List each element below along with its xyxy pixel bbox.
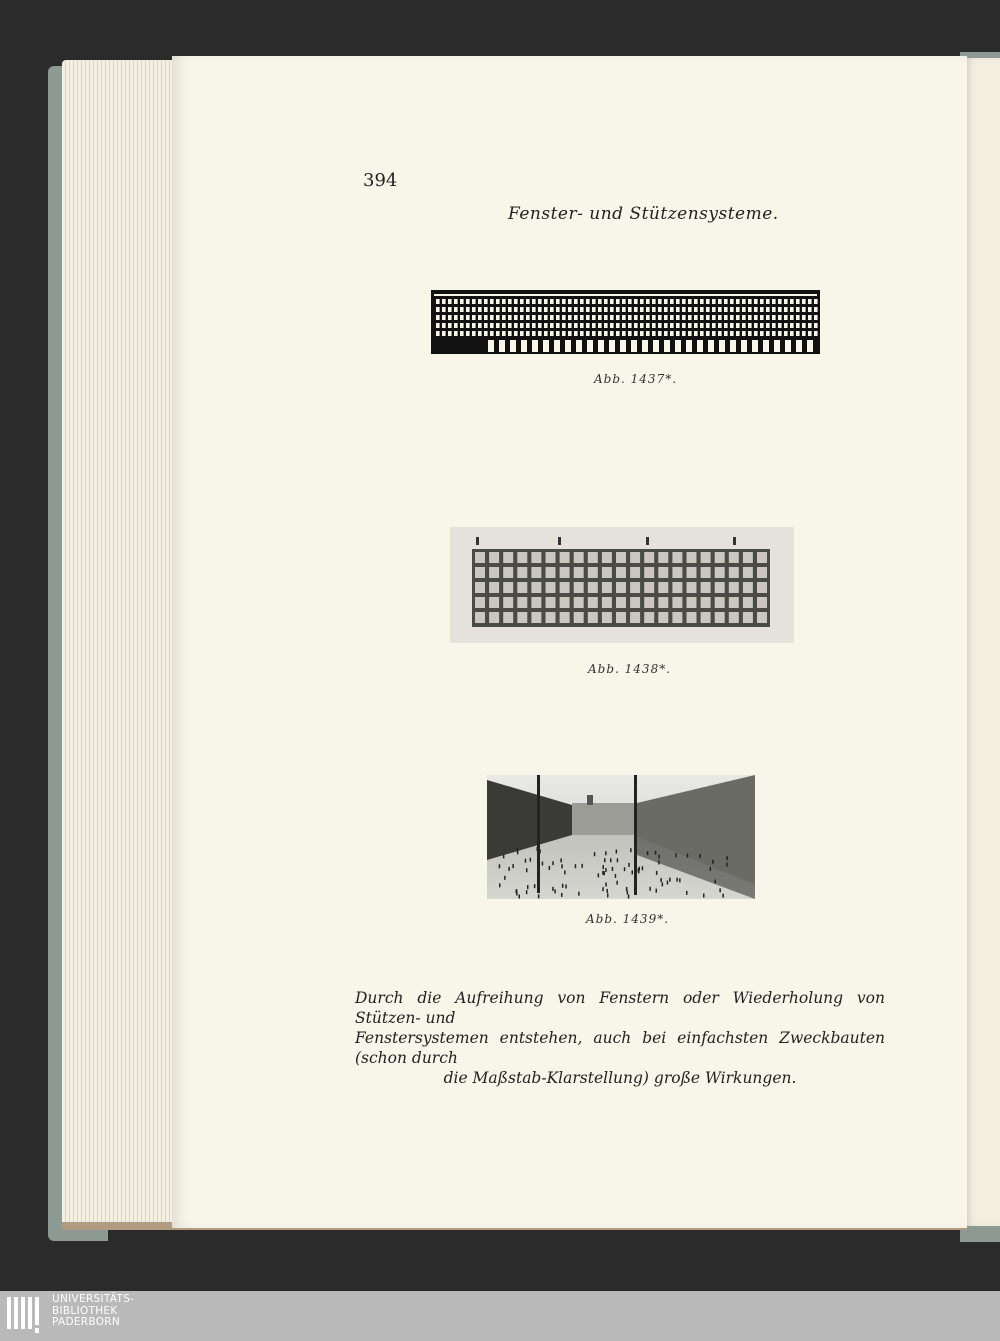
library-name-line: PADERBORN: [52, 1316, 120, 1328]
figure-1439-caption: Abb. 1439*.: [586, 912, 670, 926]
page-edges: [62, 60, 174, 1228]
footer-bar: [0, 1291, 1000, 1341]
running-head: Fenster- und Stützensysteme.: [508, 204, 779, 224]
library-name-line: BIBLIOTHEK: [52, 1304, 118, 1317]
library-logo-icon: [6, 1295, 46, 1337]
library-name-line: UNIVERSITÄTS-: [52, 1293, 135, 1305]
page-number: 394: [363, 170, 398, 191]
figure-1437-caption: Abb. 1437*.: [594, 372, 678, 386]
body-line: die Maßstab-Klarstellung) große Wirkungen.: [443, 1069, 797, 1087]
body-paragraph: [355, 988, 885, 1088]
figure-1438-facade: [450, 527, 794, 643]
facing-page-edge: [964, 58, 1000, 1226]
body-line: Durch die Aufreihung von Fenstern oder Wiederholung von Stützen- und: [355, 989, 885, 1027]
figure-1439-piazza-photo: [487, 775, 755, 899]
body-line: Fenstersystemen entstehen, auch bei einfachsten Zweckbauten (schon durch: [355, 1029, 885, 1067]
library-name: [52, 1294, 134, 1329]
figure-1437-building-elevation: [430, 288, 822, 358]
figure-1438-caption: Abb. 1438*.: [588, 662, 672, 676]
